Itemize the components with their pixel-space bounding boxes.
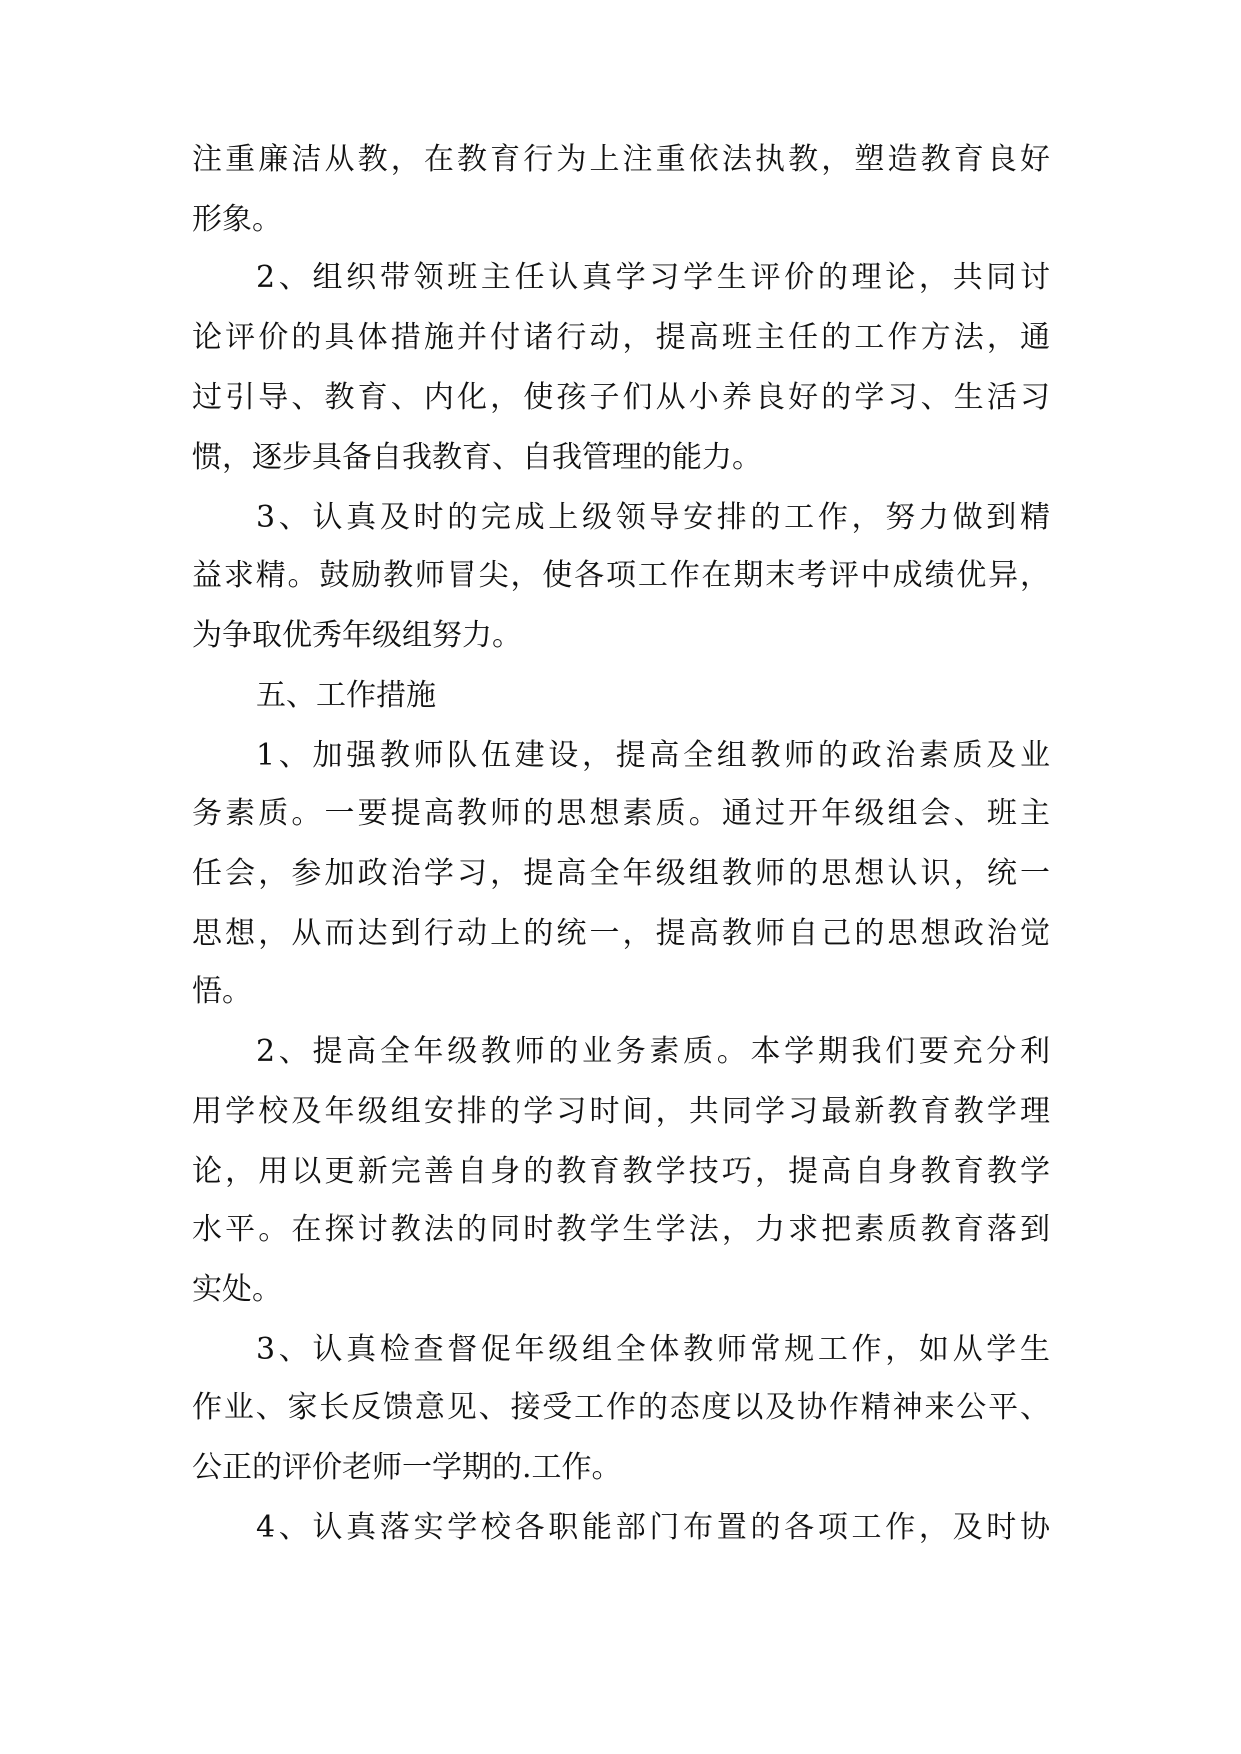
text-line: 过引导、教育、内化，使孩子们从小养良好的学习、生活习 [192,380,1050,415]
text-line: 2、提高全年级教师的业务素质。本学期我们要充分利 [256,1034,1050,1069]
text-line: 务素质。一要提高教师的思想素质。通过开年级组会、班主 [192,796,1050,831]
text-line: 任会，参加政治学习，提高全年级组教师的思想认识，统一 [192,856,1050,891]
text-line: 用学校及年级组安排的学习时间，共同学习最新教育教学理 [192,1094,1050,1129]
text-line: 2、组织带领班主任认真学习学生评价的理论，共同讨 [256,260,1050,295]
text-line: 为争取优秀年级组努力。 [192,618,522,653]
section-heading: 五、工作措施 [256,678,436,713]
text-line: 公正的评价老师一学期的.工作。 [192,1450,622,1485]
text-line: 论评价的具体措施并付诸行动，提高班主任的工作方法，通 [192,320,1050,355]
text-line: 论，用以更新完善自身的教育教学技巧，提高自身教育教学 [192,1154,1050,1189]
text-line: 1、加强教师队伍建设，提高全组教师的政治素质及业 [256,738,1050,773]
text-line: 3、认真及时的完成上级领导安排的工作，努力做到精 [256,500,1050,535]
text-line: 作业、家长反馈意见、接受工作的态度以及协作精神来公平、 [192,1390,1050,1425]
text-line: 益求精。鼓励教师冒尖，使各项工作在期末考评中成绩优异， [192,558,1050,593]
text-line: 3、认真检查督促年级组全体教师常规工作，如从学生 [256,1332,1050,1367]
text-line: 实处。 [192,1272,282,1307]
text-line: 惯，逐步具备自我教育、自我管理的能力。 [192,440,762,475]
text-line: 水平。在探讨教法的同时教学生学法，力求把素质教育落到 [192,1212,1050,1247]
text-line: 思想，从而达到行动上的统一，提高教师自己的思想政治觉 [192,916,1050,951]
text-line: 悟。 [192,974,252,1009]
text-line: 形象。 [192,202,282,237]
text-line: 注重廉洁从教，在教育行为上注重依法执教，塑造教育良好 [192,142,1050,177]
text-line: 4、认真落实学校各职能部门布置的各项工作，及时协 [256,1510,1050,1545]
